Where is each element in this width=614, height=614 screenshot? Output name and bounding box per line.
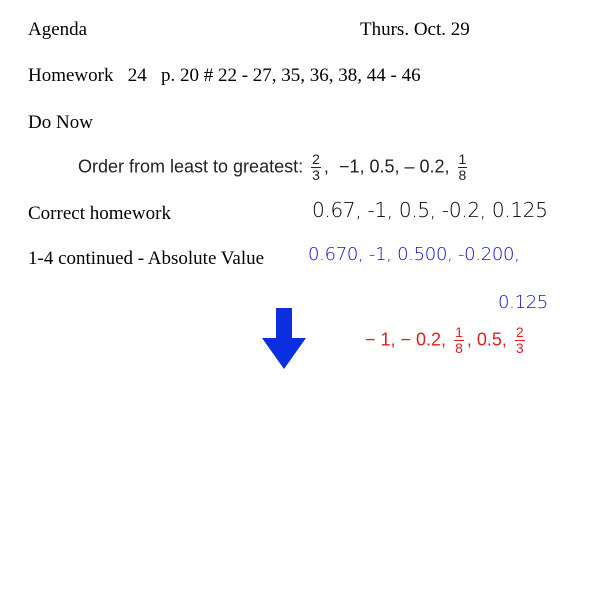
homework-line — [28, 65, 421, 87]
prompt-text: Order from least to greatest: — [78, 156, 304, 177]
homework-number: 24 — [127, 65, 147, 86]
agenda-title: Agenda — [28, 19, 88, 40]
item-correct-homework: Correct homework — [28, 203, 171, 224]
item-absolute-value: 1-4 continued - Absolute Value — [28, 248, 265, 269]
fraction-two-thirds: $\frac{2}{3}$ — [312, 151, 320, 183]
fraction-one-eighth: $\frac{1}{8}$ — [458, 151, 467, 183]
handwritten-decimals-blue: 0.670, -1, 0.500, -0.200, — [308, 244, 520, 265]
down-arrow-icon — [262, 308, 306, 370]
prompt-values: −1, 0.5, – 0.2, — [338, 156, 450, 177]
answer-fraction-one-eighth: $\frac{1}{8}$ — [455, 324, 463, 356]
homework-assignment: p. 20 # 22 - 27, 35, 36, 38, 44 - 46 — [160, 65, 421, 86]
handwritten-decimals-black: 0.67, -1, 0.5, -0.2, 0.125 — [312, 198, 548, 222]
do-now-label: Do Now — [28, 112, 93, 133]
answer-ordered — [365, 325, 528, 356]
answer-start: − 1, − 0.2, — [365, 329, 447, 350]
homework-label: Homework — [28, 65, 114, 86]
separator: , — [323, 156, 329, 177]
answer-mid: , 0.5, — [466, 329, 507, 350]
date: Thurs. Oct. 29 — [360, 19, 470, 40]
answer-fraction-two-thirds: $\frac{2}{3}$ — [515, 324, 524, 356]
do-now-prompt — [78, 152, 470, 183]
handwritten-decimals-blue-line2: 0.125 — [498, 292, 549, 313]
